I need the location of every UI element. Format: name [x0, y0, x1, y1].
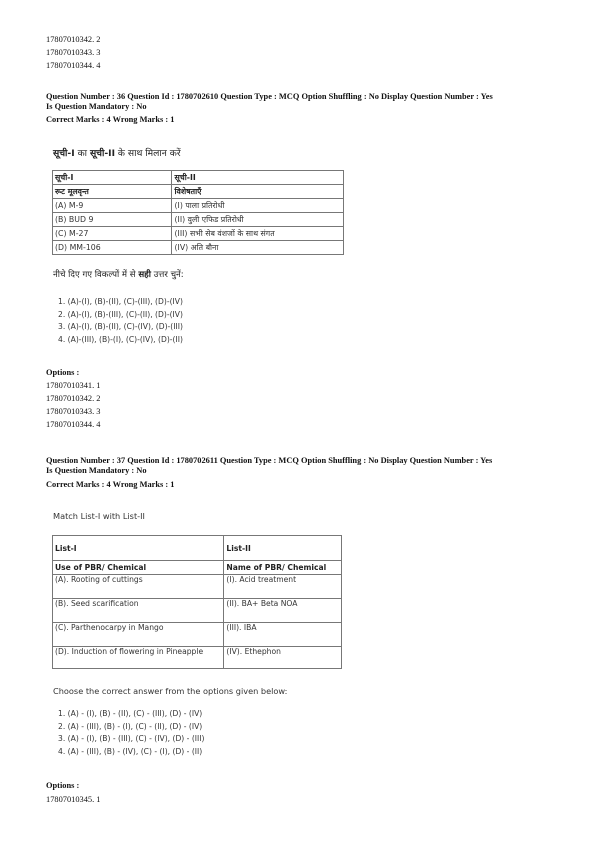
option-line: 17807010345. 1: [46, 795, 101, 804]
table-header-row: [53, 171, 344, 185]
options-label: Options :: [46, 368, 80, 377]
table-row: [53, 647, 342, 669]
instruction-post: उत्तर चुनें:: [150, 270, 184, 280]
option-line: 17807010343. 3: [46, 48, 101, 57]
table-row: [53, 599, 342, 623]
table-cell: List-II: [224, 536, 342, 561]
question-mandatory: Is Question Mandatory : No: [46, 102, 147, 111]
choice-item: 2. (A)-(I), (B)-(III), (C)-(II), (D)-(IV): [58, 309, 183, 319]
table-cell: (D). Induction of flowering in Pineapple: [53, 647, 224, 669]
table-cell: रूट मूलवृन्त: [53, 185, 172, 199]
table-cell: (II) वुली एफिड प्रतिरोधी: [172, 213, 344, 227]
choice-item: 3. (A) - (I), (B) - (III), (C) - (IV), (D) - (III): [58, 734, 205, 743]
table-cell: (III). IBA: [224, 623, 342, 647]
question-37-table: [52, 535, 342, 669]
table-subheader-row: [53, 561, 342, 575]
question-mandatory: Is Question Mandatory : No: [46, 466, 147, 475]
question-37-header: [46, 456, 558, 476]
option-line: 17807010342. 2: [46, 35, 101, 44]
table-cell: (B) BUD 9: [53, 213, 172, 227]
intro-post: के साथ मिलान करें: [115, 148, 181, 159]
table-cell: Use of PBR/ Chemical: [53, 561, 224, 575]
table-cell: (B). Seed scarification: [53, 599, 224, 623]
table-cell: (C) M-27: [53, 227, 172, 241]
table-cell: सूची-I: [53, 171, 172, 185]
question-36-marks: Correct Marks : 4 Wrong Marks : 1: [46, 115, 175, 124]
question-36-intro: [53, 146, 181, 159]
option-line: 17807010341. 1: [46, 381, 101, 390]
table-cell: (I) पाला प्रतिरोधी: [172, 199, 344, 213]
question-36-choices: [58, 296, 183, 346]
choice-item: 2. (A) - (III), (B) - (I), (C) - (II), (D) - (IV): [58, 721, 203, 731]
choice-item: 4. (A) - (III), (B) - (IV), (C) - (I), (D) - (II): [58, 746, 203, 756]
table-row: [53, 227, 344, 241]
instruction-pre: नीचे दिए गए विकल्पों में से: [53, 270, 139, 280]
table-cell: सूची-II: [172, 171, 344, 185]
intro-mid: का: [74, 148, 90, 159]
table-subheader-row: [53, 185, 344, 199]
choice-item: 1. (A)-(I), (B)-(II), (C)-(III), (D)-(IV): [58, 297, 183, 306]
question-37-intro: Match List-I with List-II: [53, 511, 145, 521]
question-37-instruction: Choose the correct answer from the options given below:: [53, 686, 288, 696]
table-cell: (IV) अति बौना: [172, 241, 344, 255]
choice-item: 1. (A) - (I), (B) - (II), (C) - (III), (D) - (IV): [58, 709, 203, 718]
table-cell: (III) सभी सेब वंशजों के साथ संगत: [172, 227, 344, 241]
options-label: Options :: [46, 781, 80, 790]
table-header-row: [53, 536, 342, 561]
table-row: [53, 575, 342, 599]
table-cell: (A). Rooting of cuttings: [53, 575, 224, 599]
question-37-choices: [58, 708, 204, 758]
table-cell: (I). Acid treatment: [224, 575, 342, 599]
table-row: [53, 241, 344, 255]
table-cell: (A) M-9: [53, 199, 172, 213]
intro-list2: सूची-II: [89, 148, 116, 159]
option-line: 17807010343. 3: [46, 407, 101, 416]
table-cell: (II). BA+ Beta NOA: [224, 599, 342, 623]
question-header-line: Question Number : 37 Question Id : 1780702611 Question Type : MCQ Option Shuffling : No Display Question Number : Yes: [46, 456, 493, 465]
table-cell: (IV). Ethephon: [224, 647, 342, 669]
question-36-instruction: [53, 268, 184, 280]
table-cell: विशेषताएँ: [172, 185, 344, 199]
choice-item: 3. (A)-(I), (B)-(II), (C)-(IV), (D)-(III): [58, 322, 183, 331]
table-row: [53, 213, 344, 227]
option-line: 17807010344. 4: [46, 420, 101, 429]
intro-list1: सूची-I: [53, 148, 75, 159]
instruction-bold: सही: [138, 270, 151, 280]
option-line: 17807010342. 2: [46, 394, 101, 403]
question-37-marks: Correct Marks : 4 Wrong Marks : 1: [46, 480, 175, 489]
table-row: [53, 199, 344, 213]
table-cell: (C). Parthenocarpy in Mango: [53, 623, 224, 647]
question-36-table: [52, 170, 344, 255]
choice-item: 4. (A)-(III), (B)-(I), (C)-(IV), (D)-(II): [58, 334, 183, 344]
table-cell: (D) MM-106: [53, 241, 172, 255]
question-36-header: [46, 92, 558, 112]
table-cell: Name of PBR/ Chemical: [224, 561, 342, 575]
table-cell: List-I: [53, 536, 224, 561]
option-line: 17807010344. 4: [46, 61, 101, 70]
question-header-line: Question Number : 36 Question Id : 1780702610 Question Type : MCQ Option Shuffling : No Display Question Number : Yes: [46, 92, 493, 101]
table-row: [53, 623, 342, 647]
